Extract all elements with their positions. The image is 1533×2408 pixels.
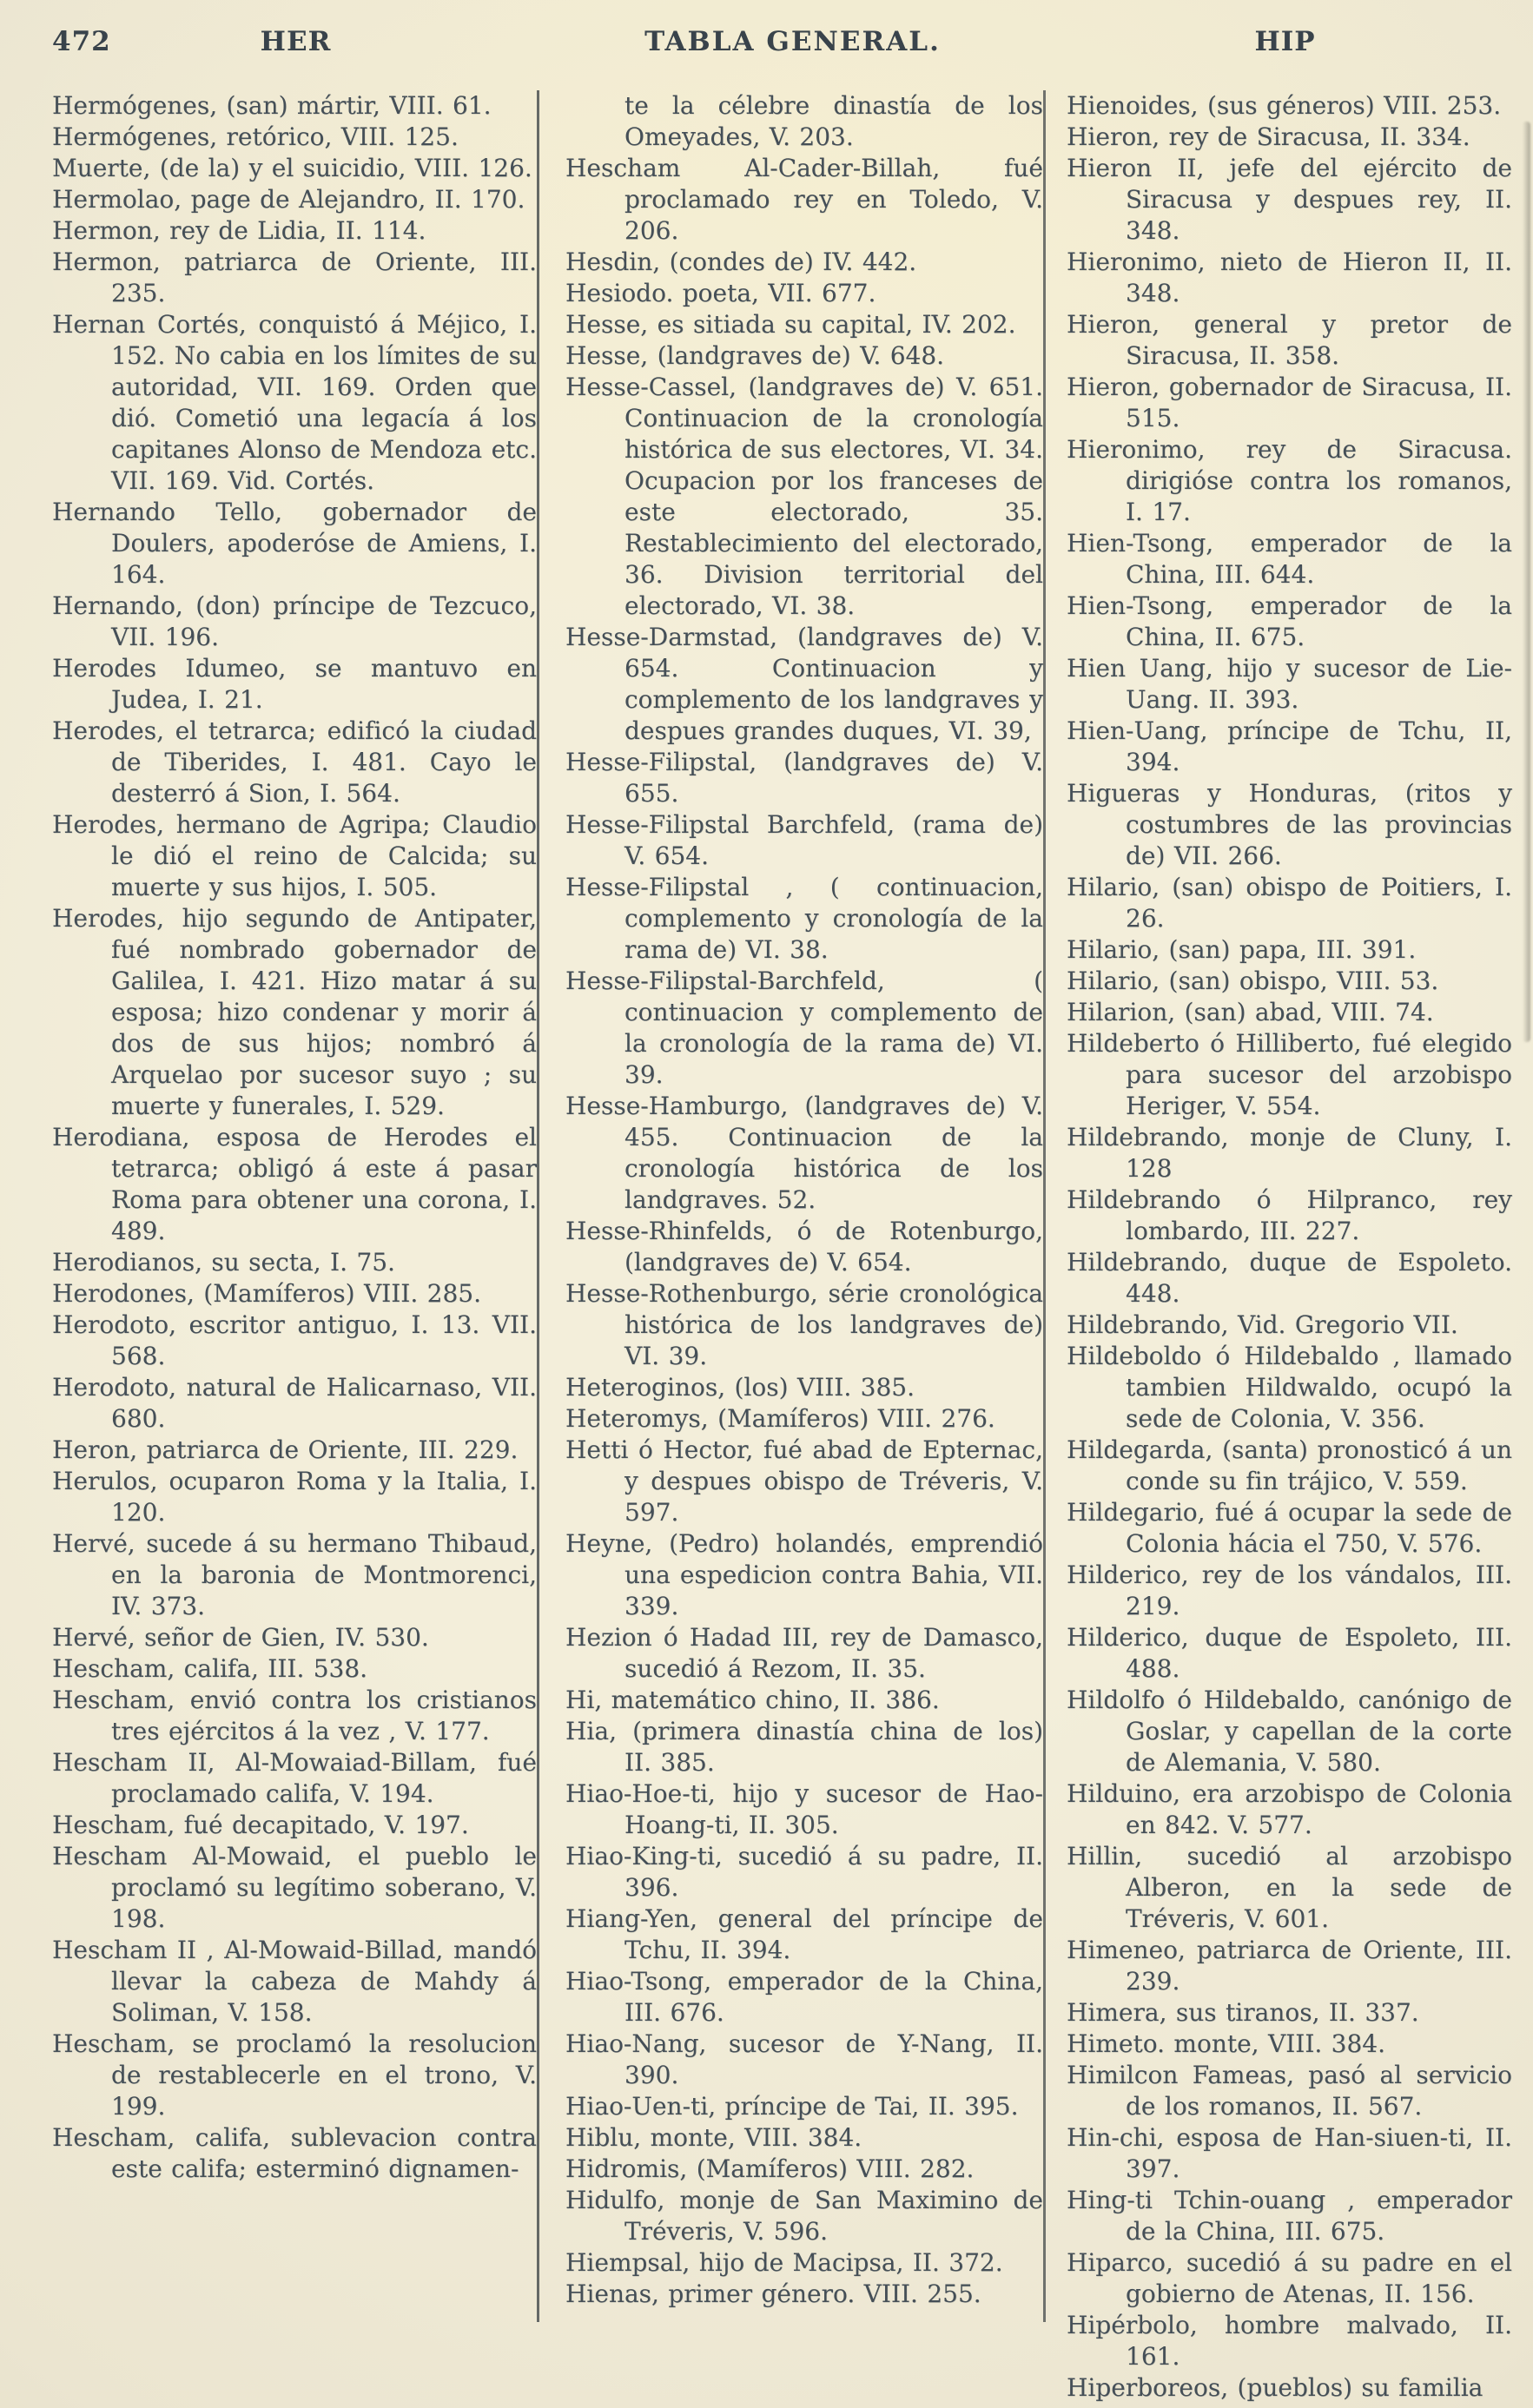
index-entry: Hesse-Filipstal Barchfeld, (rama de) V. 654. <box>565 810 1043 870</box>
index-entry: Herodes, hijo segundo de Antipater, fué nombrado gobernador de Galilea, I. 421. Hizo matar á su esposa; hizo condenar y morir á dos de sus hijos; nombró á Arquelao por sucesor suyo ; su muerte y funerales, I. 529. <box>52 904 537 1120</box>
index-entry: Hiempsal, hijo de Macipsa, II. 372. <box>565 2248 1003 2277</box>
index-entry: Herodianos, su secta, I. 75. <box>52 1248 395 1277</box>
index-entry: Hesdin, (condes de) IV. 442. <box>565 247 917 276</box>
index-entry: Hesse-Darmstad, (landgraves de) V. 654. Continuacion y complemento de los landgraves y despues grandes duques, VI. 39, <box>565 623 1043 745</box>
index-entry: Hermolao, page de Alejandro, II. 170. <box>52 185 525 214</box>
index-entry: Hiperboreos, (pueblos) su familia <box>1067 2373 1483 2402</box>
index-entry: Hesse-Rothenburgo, série cronológica histórica de los landgraves de) VI. 39. <box>565 1279 1043 1370</box>
index-entry: Hesse-Hamburgo, (landgraves de) V. 455. Continuacion de la cronología histórica de los landgraves. 52. <box>565 1092 1043 1214</box>
index-entry: Hilderico, rey de los vándalos, III. 219. <box>1067 1560 1512 1620</box>
index-entry: Hildebrando ó Hilpranco, rey lombardo, III. 227. <box>1067 1185 1512 1245</box>
index-entry: Herodiana, esposa de Herodes el tetrarca; obligó á este á pasar Roma para obtener una corona, I. 489. <box>52 1123 537 1245</box>
index-entry: Hieron II, jefe del ejército de Siracusa y despues rey, II. 348. <box>1067 154 1512 245</box>
index-entry: Hipérbolo, hombre malvado, II. 161. <box>1067 2311 1512 2371</box>
index-entry: Hildegario, fué á ocupar la sede de Colonia hácia el 750, V. 576. <box>1067 1498 1512 1558</box>
index-entry: Herulos, ocuparon Roma y la Italia, I. 120. <box>52 1467 537 1527</box>
index-entry: Hesse-Rhinfelds, ó de Rotenburgo, (landgraves de) V. 654. <box>565 1217 1043 1277</box>
index-entry: te la célebre dinastía de los Omeyades, V. 203. <box>624 91 1043 151</box>
index-entry: Hescham II , Al-Mowaid-Billad, mandó llevar la cabeza de Mahdy á Soliman, V. 158. <box>52 1936 537 2027</box>
index-entry: Hilarion, (san) abad, VIII. 74. <box>1067 998 1434 1026</box>
index-entry: Herodones, (Mamíferos) VIII. 285. <box>52 1279 481 1308</box>
index-entry: Heyne, (Pedro) holandés, emprendió una espedicion contra Bahia, VII. 339. <box>565 1529 1043 1620</box>
index-entry: Hildeberto ó Hilliberto, fué elegido para sucesor del arzobispo Heriger, V. 554. <box>1067 1029 1512 1120</box>
index-entry: Hervé, señor de Gien, IV. 530. <box>52 1623 429 1652</box>
index-entry: Hienas, primer género. VIII. 255. <box>565 2279 981 2308</box>
index-entry: Hildebrando, duque de Espoleto. 448. <box>1067 1248 1512 1308</box>
index-entry: Hiao-Nang, sucesor de Y-Nang, II. 390. <box>565 2029 1043 2089</box>
index-entry: Heron, patriarca de Oriente, III. 229. <box>52 1435 519 1464</box>
index-entry: Hildebrando, Vid. Gregorio VII. <box>1067 1310 1458 1339</box>
page-edge-shadow <box>1523 122 1530 1042</box>
index-entry: Hermon, patriarca de Oriente, III. 235. <box>52 247 537 307</box>
index-entry: Hillin, sucedió al arzobispo Alberon, en la sede de Tréveris, V. 601. <box>1067 1842 1512 1933</box>
index-entry: Hilario, (san) papa, III. 391. <box>1067 935 1417 964</box>
index-entry: Hildeboldo ó Hildebaldo , llamado tambien Hildwaldo, ocupó la sede de Colonia, V. 356. <box>1067 1342 1512 1433</box>
index-entry: Hescham Al-Mowaid, el pueblo le proclamó su legítimo soberano, V. 198. <box>52 1842 537 1933</box>
index-entry: Hilario, (san) obispo de Poitiers, I. 26. <box>1067 873 1512 933</box>
index-entry: Hesiodo. poeta, VII. 677. <box>565 279 876 307</box>
index-entry: Hidulfo, monje de San Maximino de Tréveris, V. 596. <box>565 2186 1043 2246</box>
page-header <box>0 0 1533 71</box>
index-entry: Hescham II, Al-Mowaiad-Billam, fué proclamado califa, V. 194. <box>52 1748 537 1808</box>
index-entry: Hildebrando, monje de Cluny, I. 128 <box>1067 1123 1512 1183</box>
index-entry: Hilduino, era arzobispo de Colonia en 842. V. 577. <box>1067 1779 1512 1839</box>
index-entry: Herodes Idumeo, se mantuvo en Judea, I. 21. <box>52 654 537 714</box>
index-entry: Hernando Tello, gobernador de Doulers, apoderóse de Amiens, I. 164. <box>52 498 537 589</box>
index-entry: Hien-Tsong, emperador de la China, III. 644. <box>1067 529 1512 589</box>
running-head-left: HER <box>260 26 332 57</box>
index-entry: Hin-chi, esposa de Han-siuen-ti, II. 397. <box>1067 2123 1512 2183</box>
index-entry: Hia, (primera dinastía china de los) II. 385. <box>565 1717 1043 1777</box>
index-entry: Hildolfo ó Hildebaldo, canónigo de Goslar, y capellan de la corte de Alemania, V. 580. <box>1067 1686 1512 1777</box>
page-number: 472 <box>52 26 111 57</box>
index-entry: Hien-Tsong, emperador de la China, II. 675. <box>1067 591 1512 651</box>
index-columns <box>52 90 1524 2402</box>
index-entry: Hernando, (don) príncipe de Tezcuco, VII. 196. <box>52 591 537 651</box>
index-entry: Heteromys, (Mamíferos) VIII. 276. <box>565 1404 995 1433</box>
running-head-right: HIP <box>1254 26 1316 57</box>
index-entry: Himilcon Fameas, pasó al servicio de los romanos, II. 567. <box>1067 2061 1512 2121</box>
index-entry: Hescham Al-Cader-Billah, fué proclamado rey en Toledo, V. 206. <box>565 154 1043 245</box>
index-entry: Hetti ó Hector, fué abad de Epternac, y despues obispo de Tréveris, V. 597. <box>565 1435 1043 1527</box>
index-entry: Hescham, califa, sublevacion contra este califa; esterminó dignamen- <box>52 2123 537 2183</box>
index-entry: Hieron, gobernador de Siracusa, II. 515. <box>1067 373 1512 432</box>
running-head-center: TABLA GENERAL. <box>644 26 941 57</box>
index-entry: Hilario, (san) obispo, VIII. 53. <box>1067 966 1439 995</box>
index-column-3 <box>1043 90 1524 2402</box>
index-entry: Hi, matemático chino, II. 386. <box>565 1686 940 1714</box>
index-column-1 <box>52 90 537 2322</box>
index-entry: Hescham, envió contra los cristianos tres ejércitos á la vez , V. 177. <box>52 1686 537 1745</box>
index-entry: Hiao-Tsong, emperador de la China, III. 676. <box>565 1967 1043 2027</box>
index-entry: Higueras y Honduras, (ritos y costumbres de las provincias de) VII. 266. <box>1067 779 1512 870</box>
index-entry: Hienoides, (sus géneros) VIII. 253. <box>1067 91 1502 120</box>
index-entry: Hesse, es sitiada su capital, IV. 202. <box>565 310 1016 339</box>
index-entry: Hiao-Uen-ti, príncipe de Tai, II. 395. <box>565 2092 1019 2121</box>
index-entry: Hesse-Filipstal-Barchfeld, ( continuacion y complemento de la cronología de la rama de) VI. 39. <box>565 966 1043 1089</box>
index-entry: Hieronimo, nieto de Hieron II, II. 348. <box>1067 247 1512 307</box>
index-entry: Hiang-Yen, general del príncipe de Tchu, II. 394. <box>565 1904 1043 1964</box>
index-entry: Hernan Cortés, conquistó á Méjico, I. 152. No cabia en los límites de su autoridad, VII. 169. Orden que dió. Cometió una legacía á los capitanes Alonso de Mendoza etc. VII. 169. Vid. Cortés. <box>52 310 537 495</box>
index-entry: Muerte, (de la) y el suicidio, VIII. 126. <box>52 154 532 182</box>
index-entry: Hildegarda, (santa) pronosticó á un conde su fin trájico, V. 559. <box>1067 1435 1512 1495</box>
index-entry: Herodoto, natural de Halicarnaso, VII. 680. <box>52 1373 537 1433</box>
index-entry: Hiao-King-ti, sucedió á su padre, II. 396. <box>565 1842 1043 1902</box>
index-entry: Hidromis, (Mamíferos) VIII. 282. <box>565 2154 975 2183</box>
index-entry: Hezion ó Hadad III, rey de Damasco, sucedió á Rezom, II. 35. <box>565 1623 1043 1683</box>
index-entry: Hermógenes, retórico, VIII. 125. <box>52 122 459 151</box>
index-entry: Hescham, se proclamó la resolucion de restablecerle en el trono, V. 199. <box>52 2029 537 2121</box>
index-entry: Himeto. monte, VIII. 384. <box>1067 2029 1386 2058</box>
index-entry: Hesse-Filipstal , ( continuacion, complemento y cronología de la rama de) VI. 38. <box>565 873 1043 964</box>
index-entry: Hervé, sucede á su hermano Thibaud, en la baronia de Montmorenci, IV. 373. <box>52 1529 537 1620</box>
index-entry: Hescham, califa, III. 538. <box>52 1654 368 1683</box>
index-entry: Himeneo, patriarca de Oriente, III. 239. <box>1067 1936 1512 1996</box>
index-entry: Hescham, fué decapitado, V. 197. <box>52 1811 469 1839</box>
index-entry: Herodes, el tetrarca; edificó la ciudad de Tiberides, I. 481. Cayo le desterró á Sion, I. 564. <box>52 716 537 808</box>
index-entry: Hieron, general y pretor de Siracusa, II. 358. <box>1067 310 1512 370</box>
index-entry: Hermon, rey de Lidia, II. 114. <box>52 216 426 245</box>
index-entry: Hing-ti Tchin-ouang , emperador de la China, III. 675. <box>1067 2186 1512 2246</box>
index-entry: Hermógenes, (san) mártir, VIII. 61. <box>52 91 492 120</box>
index-entry: Herodoto, escritor antiguo, I. 13. VII. 568. <box>52 1310 537 1370</box>
index-entry: Hilderico, duque de Espoleto, III. 488. <box>1067 1623 1512 1683</box>
index-entry: Heteroginos, (los) VIII. 385. <box>565 1373 915 1402</box>
index-entry: Himera, sus tiranos, II. 337. <box>1067 1998 1419 2027</box>
index-entry: Herodes, hermano de Agripa; Claudio le dió el reino de Calcida; su muerte y sus hijos, I. 505. <box>52 810 537 901</box>
index-column-2 <box>537 90 1043 2322</box>
index-entry: Hiblu, monte, VIII. 384. <box>565 2123 862 2152</box>
index-entry: Hieron, rey de Siracusa, II. 334. <box>1067 122 1470 151</box>
index-entry: Hesse-Cassel, (landgraves de) V. 651. Continuacion de la cronología histórica de sus electores, VI. 34. Ocupacion por los franceses de este electorado, 35. Restablecimiento del electorado, 36. Division territorial del electorado, VI. 38. <box>565 373 1043 620</box>
index-entry: Hesse-Filipstal, (landgraves de) V. 655. <box>565 748 1043 808</box>
index-entry: Hien-Uang, príncipe de Tchu, II, 394. <box>1067 716 1512 776</box>
index-entry: Hesse, (landgraves de) V. 648. <box>565 341 945 370</box>
index-entry: Hiao-Hoe-ti, hijo y sucesor de Hao-Hoang-ti, II. 305. <box>565 1779 1043 1839</box>
index-entry: Hien Uang, hijo y sucesor de Lie-Uang. II. 393. <box>1067 654 1512 714</box>
index-entry: Hiparco, sucedió á su padre en el gobierno de Atenas, II. 156. <box>1067 2248 1512 2308</box>
index-entry: Hieronimo, rey de Siracusa. dirigióse contra los romanos, I. 17. <box>1067 435 1512 526</box>
header-left-section <box>52 26 539 57</box>
